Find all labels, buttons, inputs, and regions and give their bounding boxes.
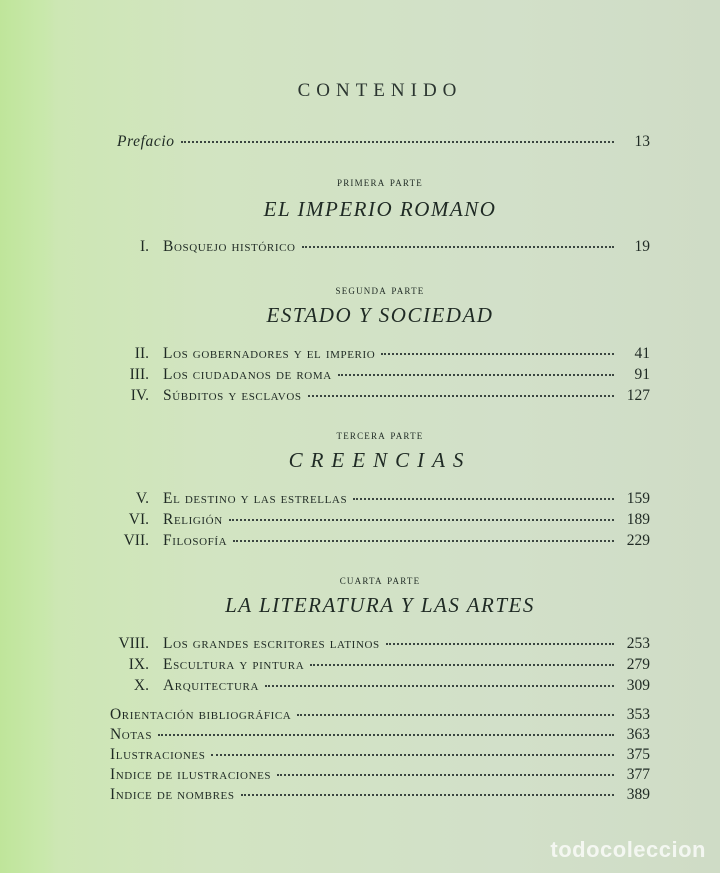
toc-label: El destino y las estrellas: [163, 490, 348, 507]
toc-row-chapter: [105, 656, 650, 678]
toc-row-back-matter: [110, 766, 650, 788]
chapter-number: IV.: [130, 387, 149, 404]
toc-row-chapter: [105, 238, 650, 260]
dot-leader: [338, 374, 614, 376]
part-title: CREENCIAS: [288, 448, 472, 472]
dot-leader: [158, 734, 614, 736]
toc-page-number: 375: [626, 746, 650, 763]
toc-label: Arquitectura: [163, 677, 260, 694]
toc-row-chapter: [105, 635, 650, 657]
part-label: segunda parte: [335, 282, 425, 297]
toc-label: Escultura y pintura: [163, 656, 305, 673]
part-label: tercera parte: [336, 427, 424, 442]
dot-leader: [308, 395, 614, 397]
dot-leader: [277, 774, 614, 776]
dot-leader: [181, 141, 614, 143]
toc-page-number: 363: [626, 726, 650, 743]
toc-row-chapter: [105, 387, 650, 409]
toc-page-number: 253: [626, 635, 650, 652]
toc-page-number: 377: [626, 766, 650, 783]
chapter-number: VII.: [123, 532, 149, 549]
toc-label: Filosofía: [163, 532, 228, 549]
toc-row-back-matter: [110, 786, 650, 808]
chapter-number: IX.: [128, 656, 149, 673]
toc-label: Religión: [163, 511, 223, 528]
toc-row-back-matter: [110, 746, 650, 768]
toc-label: Indice de nombres: [110, 786, 235, 803]
toc-row-back-matter: [110, 726, 650, 748]
toc-row-chapter: [105, 490, 650, 512]
dot-leader: [233, 540, 614, 542]
toc-label: Bosquejo histórico: [163, 238, 296, 255]
dot-leader: [211, 754, 614, 756]
toc-page-number: 309: [626, 677, 650, 694]
toc-label: Prefacio: [117, 133, 175, 150]
toc-row-prefacio: [105, 133, 650, 155]
dot-leader: [302, 246, 614, 248]
toc-row-chapter: [105, 345, 650, 367]
toc-label: Ilustraciones: [110, 746, 206, 763]
dot-leader: [229, 519, 614, 521]
toc-page-number: 41: [634, 345, 650, 362]
toc-label: Indice de ilustraciones: [110, 766, 272, 783]
toc-label: Notas: [110, 726, 153, 743]
toc-page-number: 353: [626, 706, 650, 723]
dot-leader: [381, 353, 614, 355]
toc-page-number: 159: [626, 490, 650, 507]
part-label: primera parte: [337, 174, 423, 189]
toc-label: Orientación bibliográfica: [110, 706, 292, 723]
part-label: cuarta parte: [339, 572, 421, 587]
toc-row-back-matter: [110, 706, 650, 728]
toc-row-chapter: [105, 511, 650, 533]
chapter-number: II.: [134, 345, 149, 362]
toc-page-number: 389: [626, 786, 650, 803]
dot-leader: [310, 664, 614, 666]
chapter-number: III.: [129, 366, 149, 383]
chapter-number: VIII.: [118, 635, 149, 652]
dot-leader: [265, 685, 614, 687]
part-title: LA LITERATURA Y LAS ARTES: [225, 593, 535, 617]
toc-row-chapter: [105, 677, 650, 699]
dot-leader: [241, 794, 614, 796]
dot-leader: [353, 498, 614, 500]
toc-row-chapter: [105, 532, 650, 554]
toc-page-number: 279: [626, 656, 650, 673]
chapter-number: V.: [135, 490, 149, 507]
chapter-number: I.: [139, 238, 149, 255]
toc-page-number: 13: [634, 133, 650, 150]
part-title: EL IMPERIO ROMANO: [263, 197, 497, 221]
toc-label: Los gobernadores y el imperio: [163, 345, 376, 362]
dot-leader: [386, 643, 614, 645]
toc-label: Los grandes escritores latinos: [163, 635, 380, 652]
toc-label: Súbditos y esclavos: [163, 387, 302, 404]
page-title: CONTENIDO: [297, 80, 463, 101]
dot-leader: [297, 714, 614, 716]
chapter-number: X.: [133, 677, 149, 694]
part-title: ESTADO Y SOCIEDAD: [266, 303, 494, 327]
watermark-logo: todocoleccion: [550, 837, 706, 862]
toc-page-number: 91: [634, 366, 650, 383]
toc-label: Los ciudadanos de roma: [163, 366, 332, 383]
toc-page-number: 19: [634, 238, 650, 255]
toc-row-chapter: [105, 366, 650, 388]
chapter-number: VI.: [128, 511, 149, 528]
toc-page-number: 229: [626, 532, 650, 549]
toc-page-number: 189: [626, 511, 650, 528]
toc-page-number: 127: [626, 387, 650, 404]
